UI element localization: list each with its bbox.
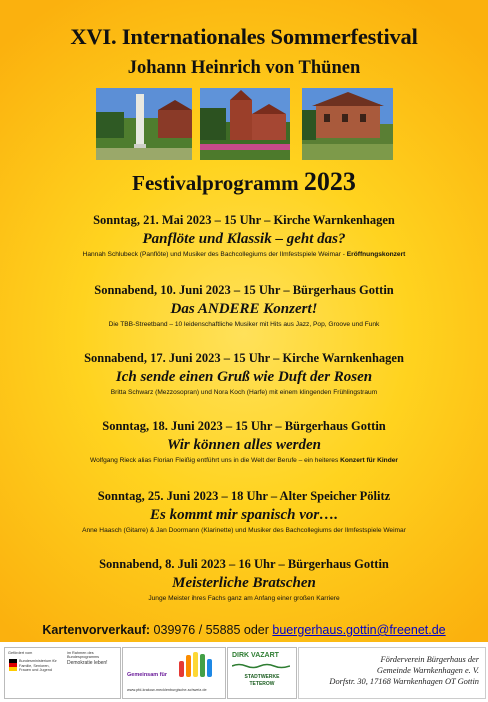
event-description: Junge Meister ihres Fachs ganz am Anfang einer großen Karriere xyxy=(148,595,340,602)
association-line-3: Dorfstr. 30, 17168 Warnkenhagen OT Gottin xyxy=(329,677,479,686)
event-heading: Sonnabend, 17. Juni 2023 – 15 Uhr – Kirche Warnkenhagen xyxy=(84,351,404,365)
sponsor3-utility: STADTWERKE TETEROW xyxy=(244,674,280,687)
photo-monument xyxy=(96,88,192,160)
photo-church xyxy=(200,88,290,160)
sponsor-program-name: Demokratie leben! xyxy=(67,660,108,666)
sponsor-small-text-2: im Rahmen des Bundesprogramms xyxy=(67,651,100,659)
event-title: Ich sende einen Gruß wie Duft der Rosen xyxy=(115,369,373,385)
sponsor-logo-ministry xyxy=(4,647,121,699)
sponsor3-name: DIRK VAZART xyxy=(232,652,279,659)
event-description: Britta Schwarz (Mezzosopran) und Nora Koch (Harfe) mit einem klingenden Frühlingstraum xyxy=(110,389,378,396)
partnership-url: www.pfd-krakow-mecklenburgische-schweiz.de xyxy=(127,688,207,692)
event-heading: Sonntag, 25. Juni 2023 – 18 Uhr – Alter Speicher Pölitz xyxy=(97,489,391,503)
program-label: Festivalprogramm xyxy=(132,171,299,195)
photo-storehouse xyxy=(302,88,393,160)
event-description: Anne Haasch (Gitarre) & Jan Doormann (Klarinette) und Musiker des Bachcollegiums der Ilmfestspiele Weimar xyxy=(82,527,406,534)
event-title: Meisterliche Bratschen xyxy=(172,575,316,591)
photo-strip xyxy=(96,88,396,160)
association-line-2: Gemeinde Warnkenhagen e. V. xyxy=(376,666,479,675)
event-5 xyxy=(0,488,488,536)
event-tag: Eröffnungskonzert xyxy=(346,251,406,258)
event-desc-text: Wolfgang Rieck alias Florian Fleißig entführt uns in die Welt der Berufe – ein heiteres xyxy=(90,457,341,464)
ticket-info xyxy=(0,623,488,637)
association-address xyxy=(299,654,479,687)
sponsor-logo-business xyxy=(227,647,297,699)
event-1 xyxy=(0,212,488,260)
event-title: Das ANDERE Konzert! xyxy=(170,301,318,317)
event-heading: Sonntag, 18. Juni 2023 – 15 Uhr – Bürgerhaus Gottin xyxy=(102,419,386,433)
event-4 xyxy=(0,418,488,466)
event-title: Es kommt mir spanisch vor…. xyxy=(150,507,338,523)
event-tag: Konzert für Kinder xyxy=(340,457,398,464)
event-desc-text: Hannah Schlubeck (Panflöte) und Musiker des Bachcollegiums der Ilmfestspiele Weimar - xyxy=(82,251,347,258)
event-6 xyxy=(0,556,488,604)
ticket-email-link[interactable]: buergerhaus.gottin@freenet.de xyxy=(272,623,446,637)
sponsor-ministry-name: Bundesministerium für Familie, Senioren, Frauen und Jugend xyxy=(19,659,57,672)
colorful-hands-icon xyxy=(177,651,217,681)
footer xyxy=(0,645,488,702)
program-year: 2023 xyxy=(303,167,356,196)
event-description xyxy=(0,249,488,260)
event-title: Panflöte und Klassik – geht das? xyxy=(142,231,346,247)
partnership-name: Gemeinsam für xyxy=(127,672,168,678)
sponsor-logo-partnership xyxy=(122,647,226,699)
event-heading: Sonntag, 21. Mai 2023 – 15 Uhr – Kirche Warnkenhagen xyxy=(93,213,395,227)
event-heading: Sonnabend, 10. Juni 2023 – 15 Uhr – Bürgerhaus Gottin xyxy=(94,283,394,297)
event-description: Die TBB-Streetband – 10 leidenschaftliche Musiker mit Hits aus Jazz, Pop, Groove und Funk xyxy=(108,321,380,328)
ticket-phone: 039976 / 55885 oder xyxy=(150,623,273,637)
sponsor-small-text: Gefördert vom xyxy=(8,651,33,655)
association-line-1: Förderverein Bürgerhaus der xyxy=(380,655,479,664)
program-title xyxy=(0,167,488,197)
festival-subtitle: Johann Heinrich von Thünen xyxy=(127,58,361,78)
event-title: Wir können alles werden xyxy=(166,437,322,453)
event-3 xyxy=(0,350,488,398)
wave-icon xyxy=(232,663,290,669)
festival-title: XVI. Internationales Sommerfestival xyxy=(70,24,418,49)
association-info xyxy=(298,647,486,699)
event-description xyxy=(0,455,488,466)
event-heading: Sonnabend, 8. Juli 2023 – 16 Uhr – Bürgerhaus Gottin xyxy=(99,557,389,571)
federal-eagle-icon xyxy=(9,659,17,671)
event-2 xyxy=(0,282,488,330)
ticket-label: Kartenvorverkauf: xyxy=(42,623,151,637)
